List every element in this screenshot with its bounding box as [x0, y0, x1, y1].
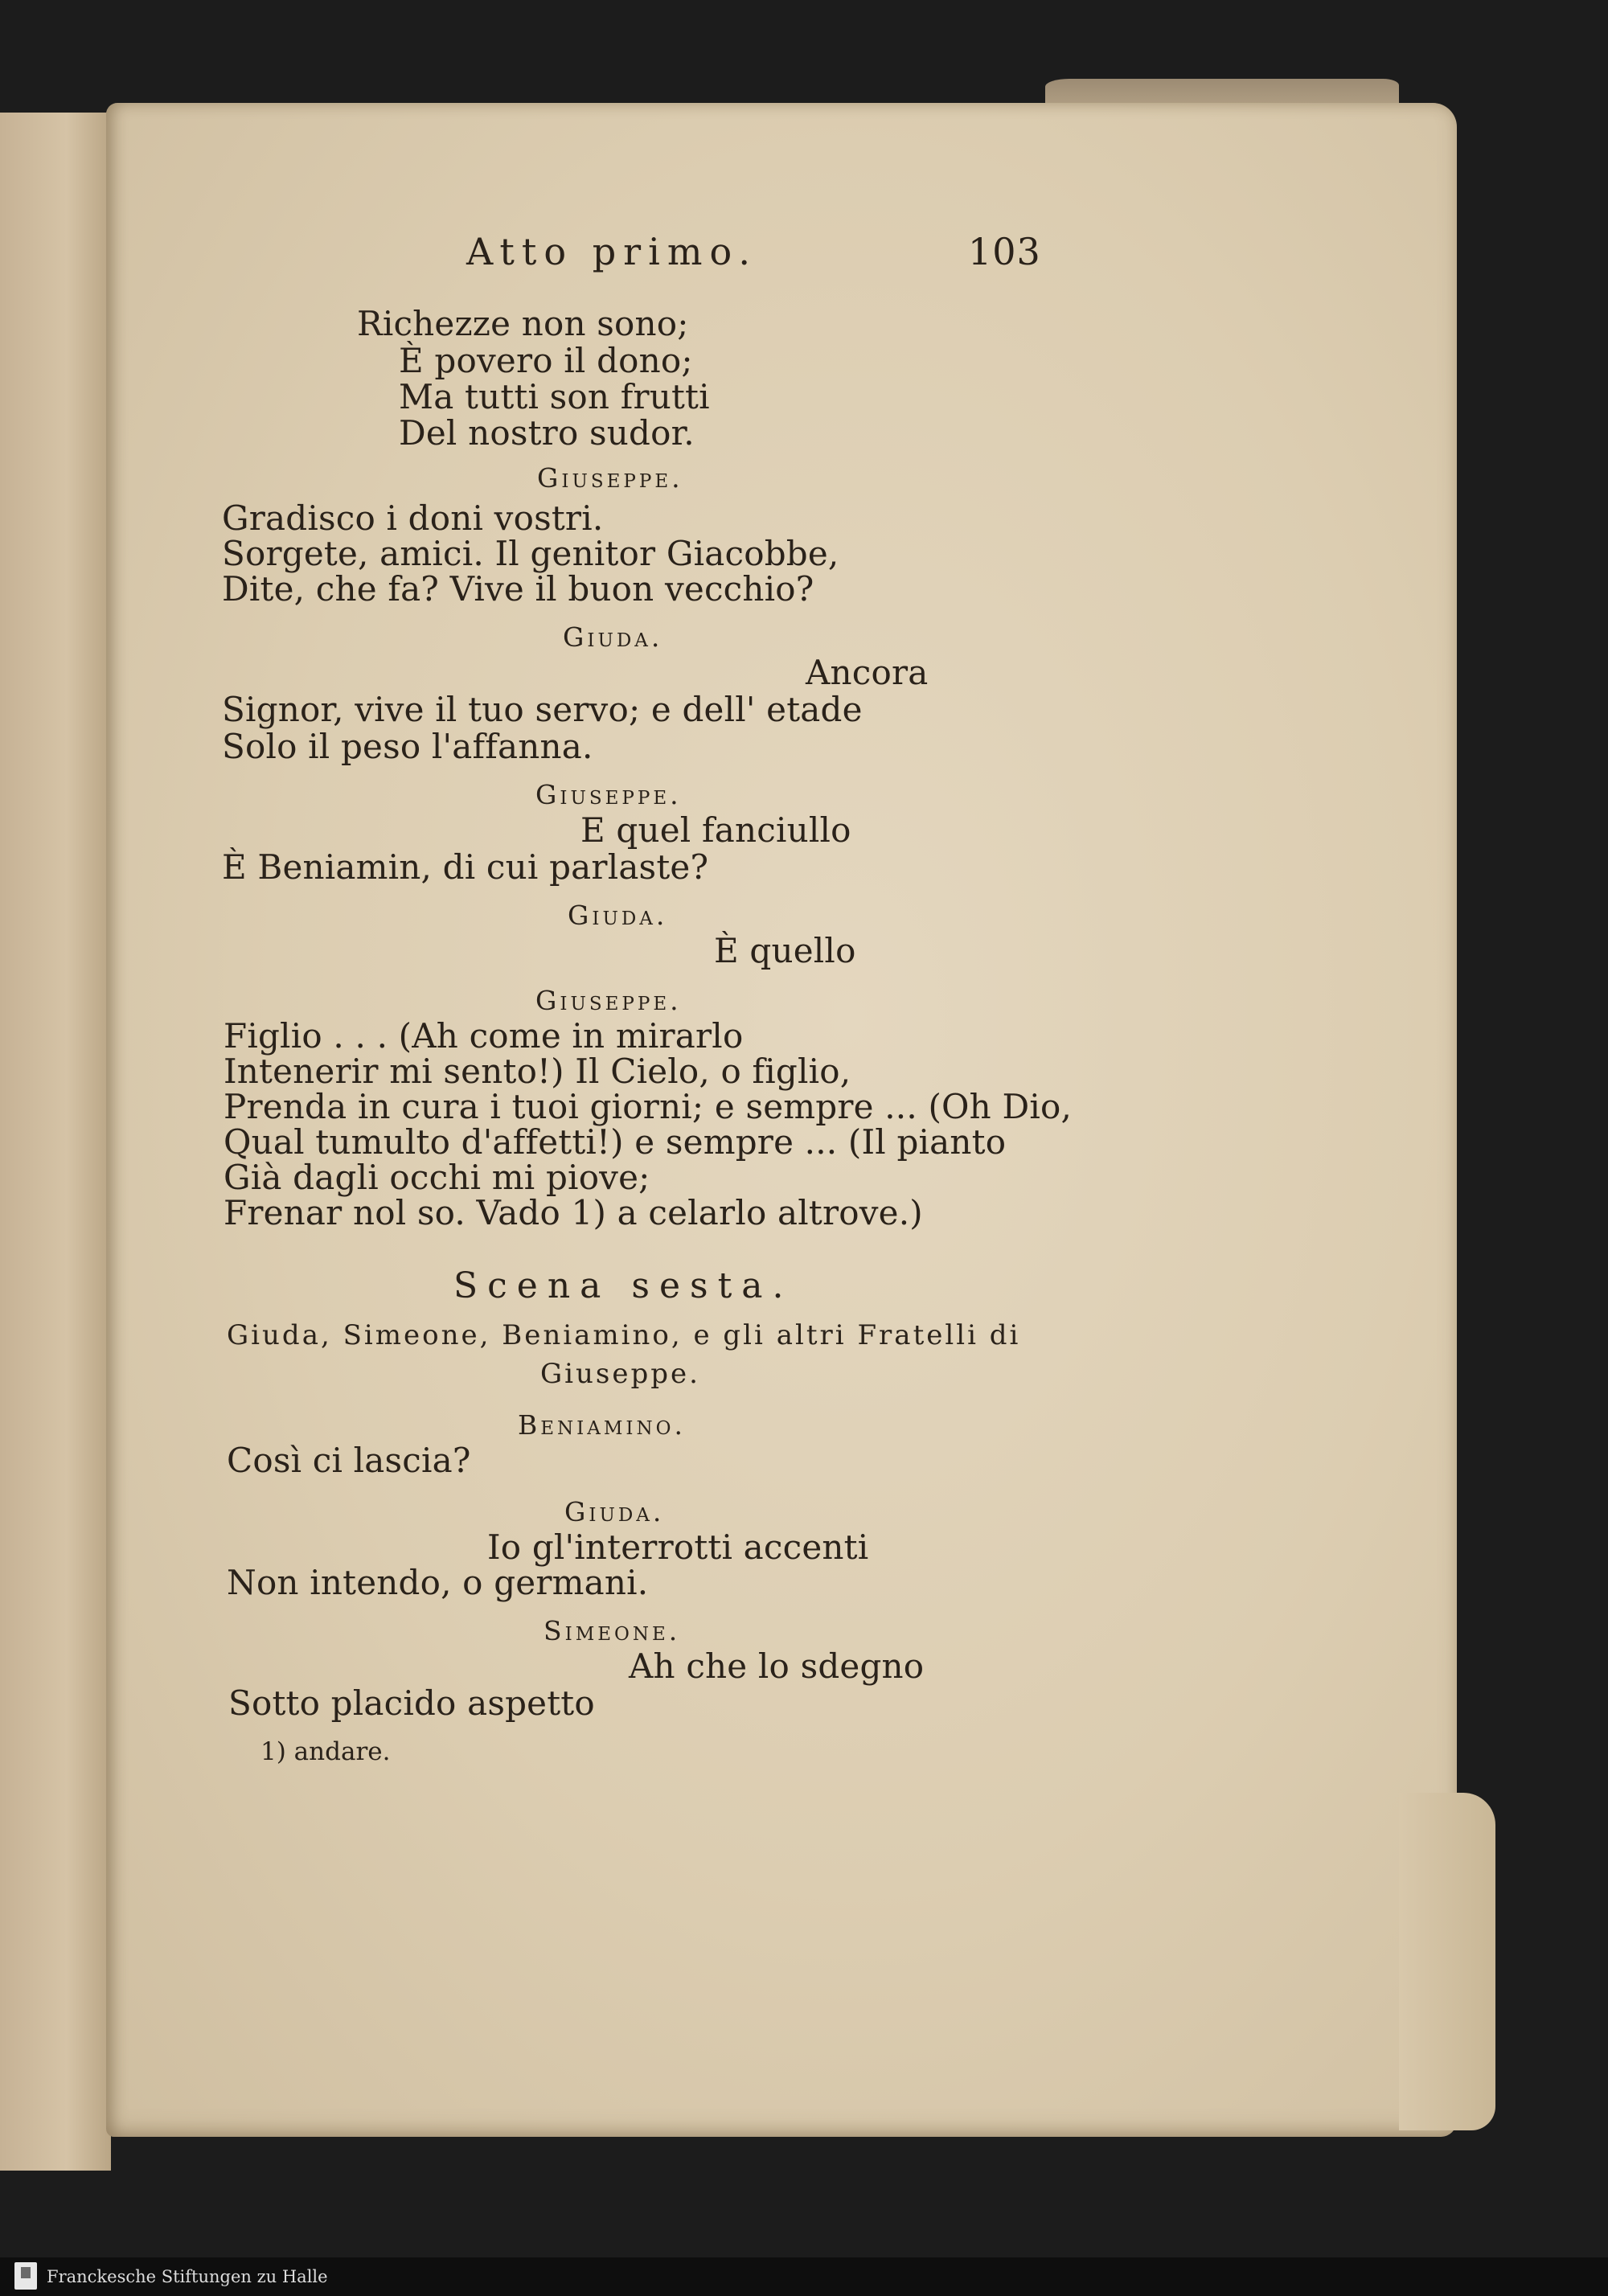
verse-line: Figlio . . . (Ah come in mirarlo — [224, 1016, 744, 1056]
verse-line: Sotto placido aspetto — [228, 1683, 595, 1723]
verse-line: Richezze non sono; — [357, 304, 689, 343]
verse-line: Già dagli occhi mi piove; — [224, 1158, 650, 1197]
verse-line: Ah che lo sdegno — [629, 1646, 925, 1686]
institution-logo-icon — [14, 2262, 37, 2290]
torn-page-corner — [1399, 1793, 1495, 2130]
book-page — [106, 103, 1457, 2137]
speaker-name: Beniamino. — [518, 1409, 686, 1441]
cast-list: Giuda, Simeone, Beniamino, e gli altri Fratelli di — [227, 1319, 1021, 1351]
running-head: Atto primo. — [466, 230, 757, 273]
cast-list: Giuseppe. — [540, 1358, 700, 1390]
verse-line: Ma tutti son frutti — [399, 377, 710, 416]
verse-line: E quel fanciullo — [580, 810, 851, 850]
verse-line: Del nostro sudor. — [399, 413, 695, 453]
verse-line: Io gl'interrotti accenti — [487, 1527, 869, 1567]
speaker-name: Giuda. — [563, 621, 663, 653]
institution-name: Franckesche Stiftungen zu Halle — [47, 2267, 328, 2286]
footer-bar — [0, 2257, 1608, 2296]
verse-line: Gradisco i doni vostri. — [222, 498, 604, 538]
verse-line: Intenerir mi sento!) Il Cielo, o figlio, — [224, 1052, 851, 1091]
verse-line: Dite, che fa? Vive il buon vecchio? — [222, 569, 814, 609]
speaker-name: Giuseppe. — [535, 985, 682, 1016]
speaker-name: Giuseppe. — [535, 779, 682, 810]
verse-line: È povero il dono; — [399, 341, 693, 380]
footnote: 1) andare. — [260, 1737, 391, 1766]
verse-line: Solo il peso l'affanna. — [222, 727, 593, 766]
previous-page-edge — [0, 113, 111, 2171]
page-number: 103 — [968, 230, 1041, 273]
verse-line: Così ci lascia? — [227, 1441, 471, 1480]
verse-line: Prenda in cura i tuoi giorni; e sempre ... (Oh Dio, — [224, 1087, 1073, 1126]
verse-line: Sorgete, amici. Il genitor Giacobbe, — [222, 534, 839, 573]
speaker-name: Giuda. — [564, 1496, 665, 1527]
verse-line: Non intendo, o germani. — [227, 1563, 649, 1602]
speaker-name: Giuseppe. — [537, 462, 683, 494]
scene-heading: Scena sesta. — [453, 1265, 794, 1306]
verse-line: Frenar nol so. Vado 1) a celarlo altrove.) — [224, 1193, 923, 1232]
verse-line: Signor, vive il tuo servo; e dell' etade — [222, 690, 863, 729]
verse-line: È Beniamin, di cui parlaste? — [222, 847, 709, 887]
verse-line: Qual tumulto d'affetti!) e sempre ... (Il pianto — [224, 1122, 1007, 1162]
verse-line: È quello — [714, 931, 856, 970]
speaker-name: Simeone. — [544, 1615, 681, 1646]
verse-line: Ancora — [806, 653, 929, 692]
speaker-name: Giuda. — [568, 900, 668, 931]
